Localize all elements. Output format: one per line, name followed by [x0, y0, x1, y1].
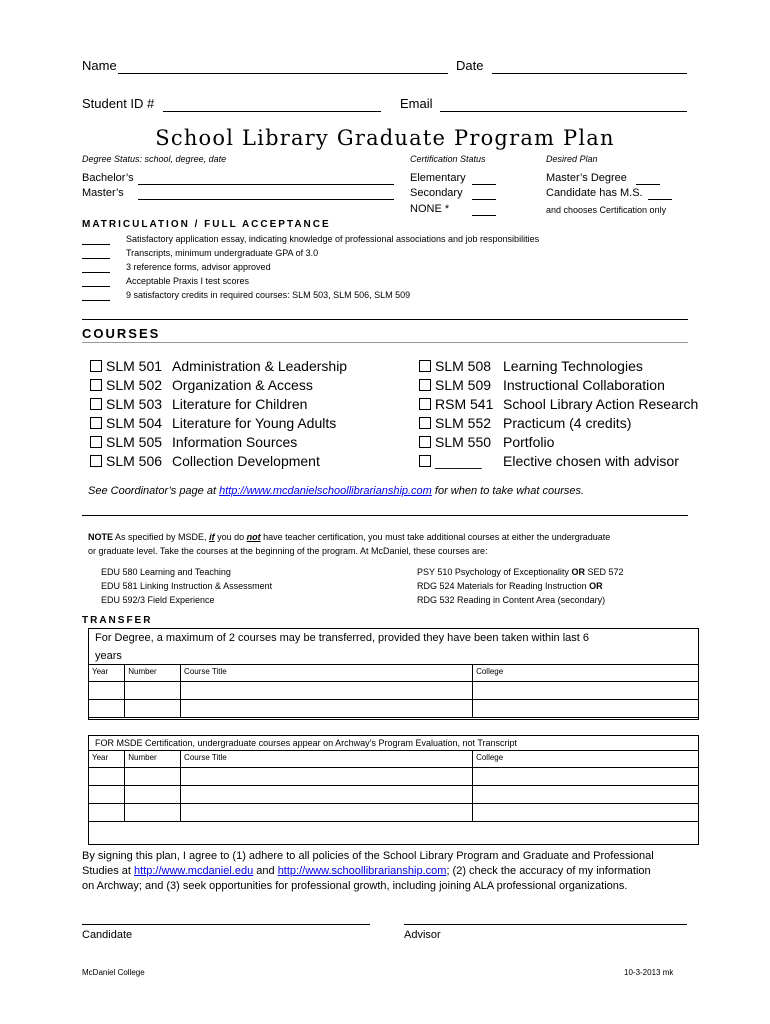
- note-course: EDU 581 Linking Instruction & Assessment: [101, 581, 273, 591]
- table-cell[interactable]: [125, 682, 181, 700]
- agreement-text: Studies at: [82, 865, 134, 877]
- table-cell[interactable]: [181, 682, 473, 700]
- matriculation-item: Acceptable Praxis I test scores: [126, 276, 250, 286]
- note-line-1: [88, 532, 610, 542]
- chooses-cert-label: and chooses Certification only: [546, 205, 667, 215]
- course-checkbox[interactable]: [419, 415, 491, 431]
- bachelors-field[interactable]: [138, 172, 394, 185]
- course-checkbox[interactable]: [90, 415, 162, 431]
- note-course-rdg524-text: RDG 524 Materials for Reading Instruction: [417, 581, 590, 591]
- table-header-row: [89, 665, 699, 682]
- or-label: OR: [571, 567, 585, 577]
- note-course: EDU 592/3 Field Experience: [101, 595, 215, 605]
- column-header: Number: [125, 751, 181, 768]
- course-code: SLM 552: [435, 415, 492, 431]
- date-label: Date: [456, 58, 484, 73]
- matriculation-check-field[interactable]: [82, 262, 110, 273]
- table-cell[interactable]: [89, 700, 125, 718]
- table-cell[interactable]: [473, 804, 699, 822]
- checkbox-icon[interactable]: [90, 379, 102, 391]
- elementary-label: Elementary: [410, 172, 466, 184]
- degree-transfer-note: For Degree, a maximum of 2 courses may be transferred, provided they have been taken within last 6: [95, 632, 590, 644]
- course-checkbox[interactable]: [419, 358, 491, 374]
- course-title: School Library Action Research: [503, 396, 699, 412]
- footer-college: McDaniel College: [82, 968, 145, 977]
- divider: [82, 342, 688, 343]
- date-field[interactable]: [492, 58, 687, 74]
- matriculation-check-field[interactable]: [82, 234, 110, 245]
- agreement-line-1: By signing this plan, I agree to (1) adhere to all policies of the School Library Program and Graduate and Professional: [82, 850, 654, 862]
- course-title: Literature for Young Adults: [172, 415, 337, 431]
- matriculation-item: Transcripts, minimum undergraduate GPA of 3.0: [126, 248, 319, 258]
- column-header: Year: [89, 665, 125, 682]
- course-code: RSM 541: [435, 396, 494, 412]
- note-if: if: [209, 532, 215, 542]
- mcdaniel-link[interactable]: http://www.mcdaniel.edu: [133, 865, 254, 877]
- table-row: [89, 786, 699, 804]
- course-code: SLM 509: [435, 377, 492, 393]
- checkbox-icon[interactable]: [90, 360, 102, 372]
- course-title: Organization & Access: [172, 377, 313, 393]
- table-cell[interactable]: [181, 804, 473, 822]
- masters-degree-label: Master’s Degree: [546, 172, 627, 184]
- transfer-heading: TRANSFER: [82, 615, 153, 626]
- name-label: Name: [82, 58, 117, 73]
- table-row: [89, 700, 699, 718]
- course-title: Elective chosen with advisor: [503, 453, 679, 469]
- agreement-line-3: on Archway; and (3) seek opportunities for professional growth, including joining ALA professional organizations.: [82, 880, 628, 892]
- column-header: Course Title: [181, 665, 473, 682]
- note-label: NOTE: [88, 532, 114, 542]
- elementary-field[interactable]: [472, 172, 496, 185]
- footer-version: 10-3-2013 mk: [624, 968, 674, 977]
- note-text: have teacher certification, you must take additional courses at either the undergraduate: [260, 532, 611, 542]
- checkbox-icon[interactable]: [419, 436, 431, 448]
- table-row: [89, 804, 699, 822]
- course-code: ______: [435, 453, 482, 469]
- note-course-sed: SED 572: [584, 567, 624, 577]
- checkbox-icon[interactable]: [419, 360, 431, 372]
- certification-heading: Certification Status: [410, 154, 486, 164]
- note-course-rdg524: [417, 581, 603, 591]
- checkbox-icon[interactable]: [419, 455, 431, 467]
- course-code: SLM 501: [106, 358, 163, 374]
- advisor-label: Advisor: [404, 929, 441, 941]
- note-course-psy: [417, 567, 623, 577]
- name-field[interactable]: [118, 58, 448, 74]
- course-checkbox[interactable]: [419, 396, 493, 412]
- table-cell[interactable]: [125, 804, 181, 822]
- divider: [82, 319, 688, 320]
- column-header: Year: [89, 751, 125, 768]
- table-cell[interactable]: [473, 768, 699, 786]
- table-cell[interactable]: [125, 786, 181, 804]
- column-header: Number: [125, 665, 181, 682]
- agreement-line-2: [82, 865, 651, 877]
- candidate-label: Candidate: [82, 929, 133, 941]
- note-not: not: [246, 532, 261, 542]
- msde-transfer-table: [88, 750, 699, 822]
- table-row: [89, 768, 699, 786]
- degree-transfer-note-2: years: [95, 650, 122, 662]
- course-title: Collection Development: [172, 453, 320, 469]
- secondary-field[interactable]: [472, 187, 496, 200]
- course-checkbox[interactable]: [90, 396, 162, 412]
- schoollibrarianship-link[interactable]: http://www.schoollibrarianship.com: [277, 865, 447, 877]
- course-checkbox[interactable]: [90, 377, 162, 393]
- course-code: SLM 550: [435, 434, 492, 450]
- email-field[interactable]: [440, 96, 687, 112]
- matriculation-item: 9 satisfactory credits in required courses: SLM 503, SLM 506, SLM 509: [126, 290, 411, 300]
- note-course-rdg532: RDG 532 Reading in Content Area (secondary): [417, 595, 606, 605]
- table-cell[interactable]: [125, 700, 181, 718]
- table-row: [89, 682, 699, 700]
- student-id-field[interactable]: [163, 96, 381, 112]
- course-code: SLM 502: [106, 377, 163, 393]
- course-code: SLM 503: [106, 396, 163, 412]
- table-cell[interactable]: [181, 786, 473, 804]
- advisor-signature-line[interactable]: [404, 924, 687, 925]
- matriculation-heading: MATRICULATION / FULL ACCEPTANCE: [82, 219, 331, 230]
- page-title: School Library Graduate Program Plan: [155, 126, 615, 150]
- checkbox-icon[interactable]: [90, 398, 102, 410]
- courses-heading: COURSES: [82, 326, 161, 341]
- course-title: Portfolio: [503, 434, 555, 450]
- course-title: Literature for Children: [172, 396, 308, 412]
- course-code: SLM 504: [106, 415, 163, 431]
- masters-label: Master’s: [82, 187, 124, 199]
- course-checkbox[interactable]: [419, 453, 482, 469]
- divider: [82, 515, 688, 516]
- course-title: Administration & Leadership: [172, 358, 348, 374]
- masters-field[interactable]: [138, 187, 394, 200]
- checkbox-icon[interactable]: [419, 398, 431, 410]
- course-title: Practicum (4 credits): [503, 415, 632, 431]
- checkbox-icon[interactable]: [90, 417, 102, 429]
- table-cell[interactable]: [89, 768, 125, 786]
- coordinator-note: [88, 485, 584, 497]
- course-code: SLM 505: [106, 434, 163, 450]
- matriculation-item: Satisfactory application essay, indicating knowledge of professional associations and job responsibilities: [126, 234, 540, 244]
- table-cell[interactable]: [125, 768, 181, 786]
- course-checkbox[interactable]: [90, 453, 162, 469]
- matriculation-check-field[interactable]: [82, 248, 110, 259]
- checkbox-icon[interactable]: [419, 379, 431, 391]
- coordinator-link[interactable]: http://www.mcdanielschoollibrarianship.com: [219, 485, 432, 497]
- or-label: OR: [589, 581, 603, 591]
- course-title: Information Sources: [172, 434, 298, 450]
- course-code: SLM 506: [106, 453, 163, 469]
- column-header: College: [473, 751, 699, 768]
- checkbox-icon[interactable]: [90, 455, 102, 467]
- course-title: Learning Technologies: [503, 358, 643, 374]
- candidate-ms-label: Candidate has M.S.: [546, 187, 643, 199]
- student-id-label: Student ID #: [82, 96, 155, 111]
- matriculation-check-field[interactable]: [82, 290, 110, 301]
- agreement-text: ; (2) check the accuracy of my information: [446, 865, 651, 877]
- checkbox-icon[interactable]: [419, 417, 431, 429]
- matriculation-item: 3 reference forms, advisor approved: [126, 262, 271, 272]
- table-cell[interactable]: [181, 700, 473, 718]
- course-checkbox[interactable]: [419, 377, 491, 393]
- course-code: SLM 508: [435, 358, 492, 374]
- course-checkbox[interactable]: [90, 434, 162, 450]
- candidate-ms-field[interactable]: [648, 187, 672, 200]
- table-cell[interactable]: [89, 804, 125, 822]
- note-course: EDU 580 Learning and Teaching: [101, 567, 231, 577]
- candidate-signature-line[interactable]: [82, 924, 370, 925]
- matriculation-check-field[interactable]: [82, 276, 110, 287]
- coordinator-note-pre: See Coordinator’s page at: [88, 485, 220, 497]
- table-cell[interactable]: [181, 768, 473, 786]
- msde-transfer-note: FOR MSDE Certification, undergraduate courses appear on Archway’s Program Evaluation, not Transcript: [95, 738, 518, 748]
- secondary-label: Secondary: [410, 187, 463, 199]
- bachelors-label: Bachelor’s: [82, 172, 134, 184]
- course-checkbox[interactable]: [419, 434, 491, 450]
- coordinator-note-post: for when to take what courses.: [431, 485, 585, 497]
- email-label: Email: [400, 96, 433, 111]
- table-cell[interactable]: [89, 786, 125, 804]
- note-text: you do: [214, 532, 247, 542]
- note-line-2: or graduate level. Take the courses at the beginning of the program. At McDaniel, these courses are:: [88, 546, 488, 556]
- checkbox-icon[interactable]: [90, 436, 102, 448]
- none-field[interactable]: [472, 203, 496, 216]
- agreement-text: and: [253, 865, 278, 877]
- degree-heading: Degree Status: school, degree, date: [82, 154, 227, 164]
- column-header: College: [473, 665, 699, 682]
- table-cell[interactable]: [89, 682, 125, 700]
- none-label: NONE *: [410, 203, 450, 215]
- course-title: Instructional Collaboration: [503, 377, 665, 393]
- course-checkbox[interactable]: [90, 358, 162, 374]
- plan-heading: Desired Plan: [546, 154, 598, 164]
- table-cell[interactable]: [473, 786, 699, 804]
- note-course-psy-text: PSY 510 Psychology of Exceptionality: [417, 567, 572, 577]
- masters-degree-field[interactable]: [636, 172, 660, 185]
- table-cell[interactable]: [473, 700, 699, 718]
- table-cell[interactable]: [473, 682, 699, 700]
- note-text: As specified by MSDE,: [113, 532, 210, 542]
- column-header: Course Title: [181, 751, 473, 768]
- degree-transfer-table: [88, 664, 699, 718]
- table-header-row: [89, 751, 699, 768]
